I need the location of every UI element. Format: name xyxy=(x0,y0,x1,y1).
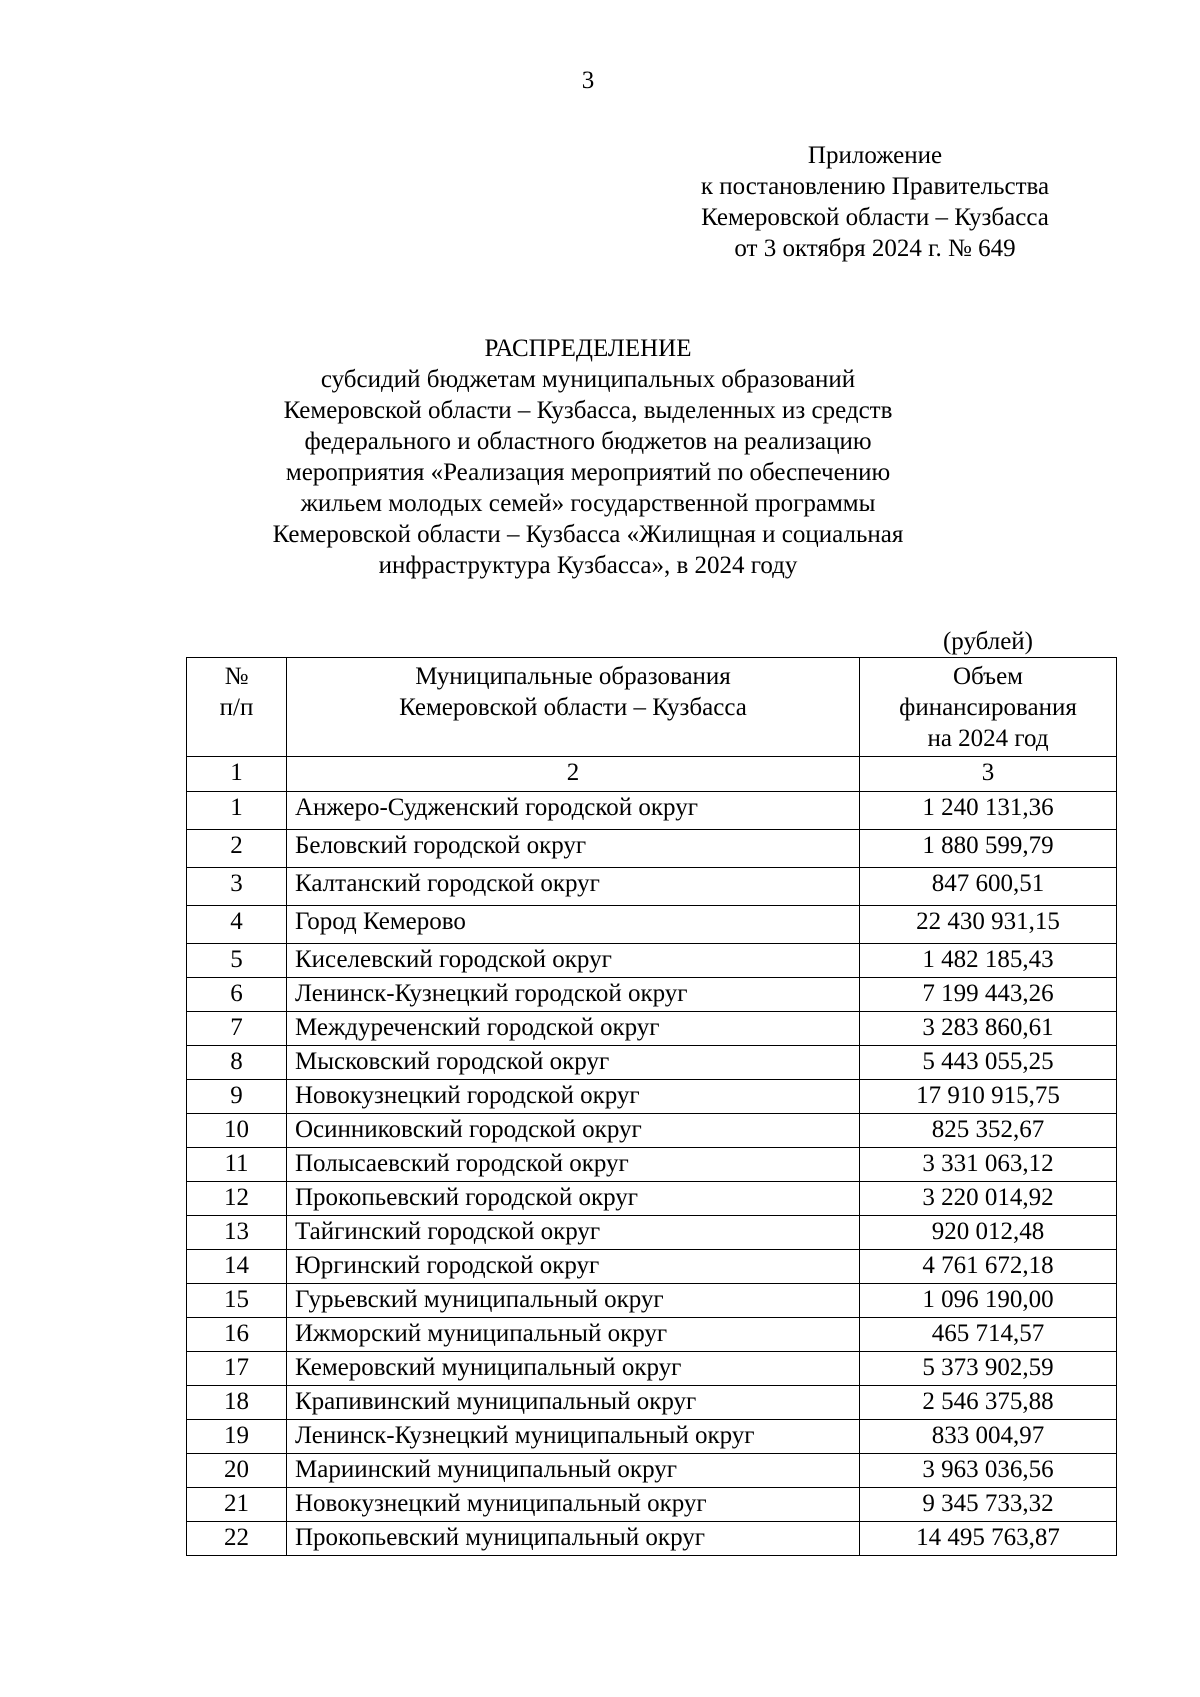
row-number: 9 xyxy=(187,1080,287,1114)
table-row xyxy=(187,1012,1117,1046)
table-row xyxy=(187,978,1117,1012)
municipality-name: Беловский городской округ xyxy=(287,830,860,868)
header-amount xyxy=(860,658,1117,757)
funding-amount: 920 012,48 xyxy=(860,1216,1117,1250)
table-row xyxy=(187,1454,1117,1488)
column-index-row xyxy=(187,757,1117,792)
municipality-name: Анжеро-Судженский городской округ xyxy=(287,792,860,830)
funding-amount: 833 004,97 xyxy=(860,1420,1117,1454)
table-row xyxy=(187,1522,1117,1556)
title-line: субсидий бюджетам муниципальных образований xyxy=(320,366,856,393)
table-row xyxy=(187,1182,1117,1216)
column-index: 3 xyxy=(860,757,1117,792)
funding-amount: 5 443 055,25 xyxy=(860,1046,1117,1080)
funding-amount: 1 880 599,79 xyxy=(860,830,1117,868)
funding-amount: 1 482 185,43 xyxy=(860,944,1117,978)
municipality-name: Полысаевский городской округ xyxy=(287,1148,860,1182)
funding-amount: 1 096 190,00 xyxy=(860,1284,1117,1318)
row-number: 7 xyxy=(187,1012,287,1046)
funding-amount: 17 910 915,75 xyxy=(860,1080,1117,1114)
table-row xyxy=(187,1080,1117,1114)
row-number: 8 xyxy=(187,1046,287,1080)
municipality-name: Междуреченский городской округ xyxy=(287,1012,860,1046)
header-municipality xyxy=(287,658,860,757)
header-text: Кемеровской области – Кузбасса xyxy=(399,694,747,721)
row-number: 17 xyxy=(187,1352,287,1386)
title-line: федерального и областного бюджетов на реализацию xyxy=(304,428,872,455)
table-row xyxy=(187,1318,1117,1352)
title-heading: РАСПРЕДЕЛЕНИЕ xyxy=(484,335,692,362)
funding-amount: 465 714,57 xyxy=(860,1318,1117,1352)
funding-amount: 7 199 443,26 xyxy=(860,978,1117,1012)
funding-amount: 847 600,51 xyxy=(860,868,1117,906)
funding-amount: 2 546 375,88 xyxy=(860,1386,1117,1420)
page-number: 3 xyxy=(581,67,595,94)
title-line: Кемеровской области – Кузбасса «Жилищная и социальная xyxy=(272,521,904,548)
row-number: 6 xyxy=(187,978,287,1012)
municipality-name: Гурьевский муниципальный округ xyxy=(287,1284,860,1318)
row-number: 18 xyxy=(187,1386,287,1420)
appendix-line: Приложение xyxy=(807,142,943,169)
funding-amount: 3 220 014,92 xyxy=(860,1182,1117,1216)
appendix-line: Кемеровской области – Кузбасса xyxy=(701,204,1049,231)
municipality-name: Калтанский городской округ xyxy=(287,868,860,906)
municipality-name: Кемеровский муниципальный округ xyxy=(287,1352,860,1386)
municipality-name: Тайгинский городской округ xyxy=(287,1216,860,1250)
municipality-name: Ленинск-Кузнецкий городской округ xyxy=(287,978,860,1012)
row-number: 1 xyxy=(187,792,287,830)
table-row xyxy=(187,1148,1117,1182)
table-row xyxy=(187,1352,1117,1386)
column-index: 1 xyxy=(187,757,287,792)
table-row xyxy=(187,792,1117,830)
row-number: 14 xyxy=(187,1250,287,1284)
municipality-name: Новокузнецкий городской округ xyxy=(287,1080,860,1114)
row-number: 16 xyxy=(187,1318,287,1352)
municipality-name: Прокопьевский городской округ xyxy=(287,1182,860,1216)
subsidy-table xyxy=(186,657,1117,1556)
table-row xyxy=(187,1046,1117,1080)
funding-amount: 1 240 131,36 xyxy=(860,792,1117,830)
municipality-name: Мариинский муниципальный округ xyxy=(287,1454,860,1488)
appendix-block xyxy=(640,140,1110,264)
header-text: № xyxy=(224,663,249,690)
table-row xyxy=(187,1250,1117,1284)
municipality-name: Юргинский городской округ xyxy=(287,1250,860,1284)
header-number xyxy=(187,658,287,757)
title-line: жильем молодых семей» государственной программы xyxy=(300,490,876,517)
funding-amount: 5 373 902,59 xyxy=(860,1352,1117,1386)
row-number: 4 xyxy=(187,906,287,944)
municipality-name: Киселевский городской округ xyxy=(287,944,860,978)
municipality-name: Мысковский городской округ xyxy=(287,1046,860,1080)
table-row xyxy=(187,1386,1117,1420)
municipality-name: Крапивинский муниципальный округ xyxy=(287,1386,860,1420)
table-row xyxy=(187,944,1117,978)
municipality-name: Ижморский муниципальный округ xyxy=(287,1318,860,1352)
funding-amount: 3 331 063,12 xyxy=(860,1148,1117,1182)
funding-amount: 4 761 672,18 xyxy=(860,1250,1117,1284)
table-row xyxy=(187,1420,1117,1454)
row-number: 15 xyxy=(187,1284,287,1318)
units-label: (рублей) xyxy=(942,628,1034,655)
column-index: 2 xyxy=(287,757,860,792)
row-number: 13 xyxy=(187,1216,287,1250)
title-line: Кемеровской области – Кузбасса, выделенных из средств xyxy=(283,397,893,424)
header-text: п/п xyxy=(219,694,254,721)
row-number: 5 xyxy=(187,944,287,978)
municipality-name: Ленинск-Кузнецкий муниципальный округ xyxy=(287,1420,860,1454)
table-row xyxy=(187,1488,1117,1522)
funding-amount: 22 430 931,15 xyxy=(860,906,1117,944)
table-row xyxy=(187,868,1117,906)
municipality-name: Прокопьевский муниципальный округ xyxy=(287,1522,860,1556)
funding-amount: 825 352,67 xyxy=(860,1114,1117,1148)
title-line: мероприятия «Реализация мероприятий по обеспечению xyxy=(285,459,891,486)
table-row xyxy=(187,830,1117,868)
municipality-name: Осинниковский городской округ xyxy=(287,1114,860,1148)
funding-amount: 3 963 036,56 xyxy=(860,1454,1117,1488)
header-text: финансирования xyxy=(899,694,1077,721)
table-row xyxy=(187,1284,1117,1318)
row-number: 19 xyxy=(187,1420,287,1454)
row-number: 10 xyxy=(187,1114,287,1148)
title-line: инфраструктура Кузбасса», в 2024 году xyxy=(378,552,798,579)
table-row xyxy=(187,1216,1117,1250)
header-text: Объем xyxy=(953,663,1023,690)
appendix-line: от 3 октября 2024 г. № 649 xyxy=(734,235,1016,262)
municipality-name: Город Кемерово xyxy=(287,906,860,944)
header-text: Муниципальные образования xyxy=(415,663,731,690)
document-title xyxy=(0,333,1176,581)
funding-amount: 3 283 860,61 xyxy=(860,1012,1117,1046)
row-number: 3 xyxy=(187,868,287,906)
header-text: на 2024 год xyxy=(927,725,1049,752)
funding-amount: 14 495 763,87 xyxy=(860,1522,1117,1556)
row-number: 2 xyxy=(187,830,287,868)
row-number: 20 xyxy=(187,1454,287,1488)
row-number: 22 xyxy=(187,1522,287,1556)
row-number: 11 xyxy=(187,1148,287,1182)
municipality-name: Новокузнецкий муниципальный округ xyxy=(287,1488,860,1522)
funding-amount: 9 345 733,32 xyxy=(860,1488,1117,1522)
row-number: 12 xyxy=(187,1182,287,1216)
row-number: 21 xyxy=(187,1488,287,1522)
table-row xyxy=(187,1114,1117,1148)
table-row xyxy=(187,906,1117,944)
appendix-line: к постановлению Правительства xyxy=(700,173,1050,200)
table-header-row xyxy=(187,658,1117,757)
